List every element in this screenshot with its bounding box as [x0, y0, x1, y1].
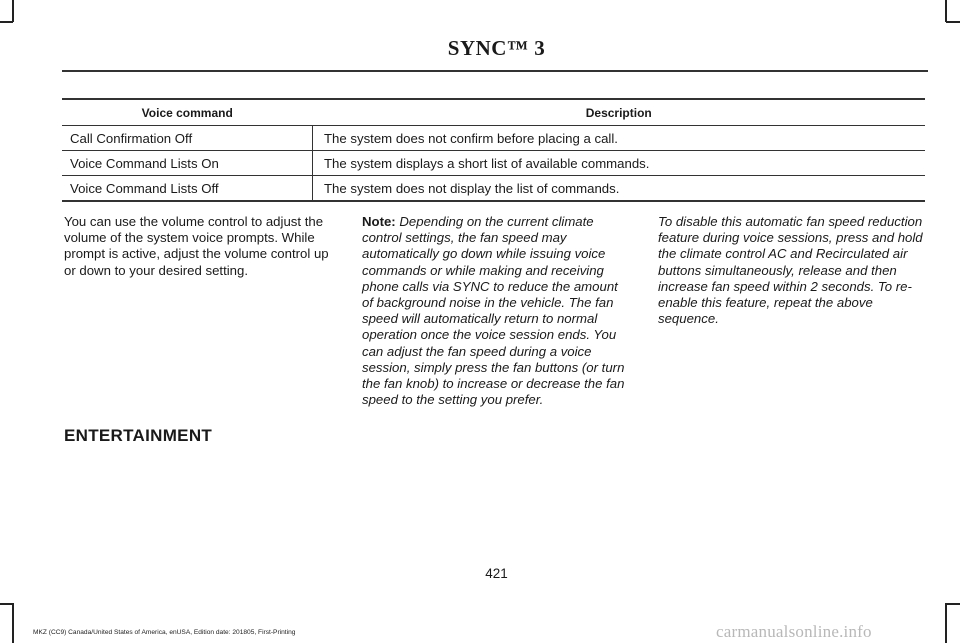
crop-mark-top-right-v	[945, 0, 947, 22]
column-header-voice-command: Voice command	[62, 99, 313, 126]
page-header-title: SYNC™ 3	[447, 36, 546, 60]
table-cell-description: The system does not display the list of commands.	[313, 176, 926, 202]
note-text: Depending on the current climate control settings, the fan speed may automatically go down while issuing voice commands or while making and receiving phone calls via SYNC to reduce the amount of background noise in the vehicle. The fan speed will automatically return to normal operation once the voice session ends. You can adjust the fan speed during a voice session, simply press the fan buttons (or turn the fan knob) to increase or decrease the fan speed to the setting you prefer.	[362, 214, 625, 408]
crop-mark-bottom-right-v	[945, 603, 947, 643]
crop-mark-bottom-left-v	[12, 603, 14, 643]
table-cell-description: The system displays a short list of available commands.	[313, 151, 926, 176]
note-label: Note:	[362, 214, 396, 229]
edition-footer: MKZ (CC9) Canada/United States of America, enUSA, Edition date: 201805, First-Printing	[33, 629, 296, 636]
section-heading: ENTERTAINMENT	[64, 426, 213, 445]
watermark: carmanualsonline.info	[716, 622, 872, 641]
disable-paragraph: To disable this automatic fan speed reduction feature during voice sessions, press and hold the climate control AC and Recirculated air buttons simultaneously, release and then increase fan speed within 2 seconds. To re-enable this feature, repeat the above sequence.	[658, 214, 923, 327]
body-column-volume	[64, 214, 342, 279]
column-header-description: Description	[313, 99, 926, 126]
crop-mark-bottom-left-h	[0, 603, 13, 605]
crop-mark-top-right-h	[946, 21, 960, 23]
page-number: 421	[485, 566, 508, 581]
voice-command-table	[62, 98, 925, 202]
table-row	[62, 151, 925, 176]
table-row	[62, 126, 925, 151]
note-paragraph	[362, 214, 632, 408]
volume-paragraph: You can use the volume control to adjust the volume of the system voice prompts. While prompt is active, adjust the volume control up or down to your desired setting.	[64, 214, 329, 278]
crop-mark-top-left-v	[12, 0, 14, 22]
table-cell-description: The system does not confirm before placing a call.	[313, 126, 926, 151]
table-cell-command: Voice Command Lists Off	[62, 176, 313, 202]
header-divider	[62, 70, 928, 72]
body-column-disable	[658, 214, 926, 327]
table-row	[62, 176, 925, 202]
table-cell-command: Call Confirmation Off	[62, 126, 313, 151]
crop-mark-top-left-h	[0, 21, 13, 23]
table-cell-command: Voice Command Lists On	[62, 151, 313, 176]
table-header-row	[62, 99, 925, 126]
crop-mark-bottom-right-h	[946, 603, 960, 605]
body-column-note	[362, 214, 632, 408]
